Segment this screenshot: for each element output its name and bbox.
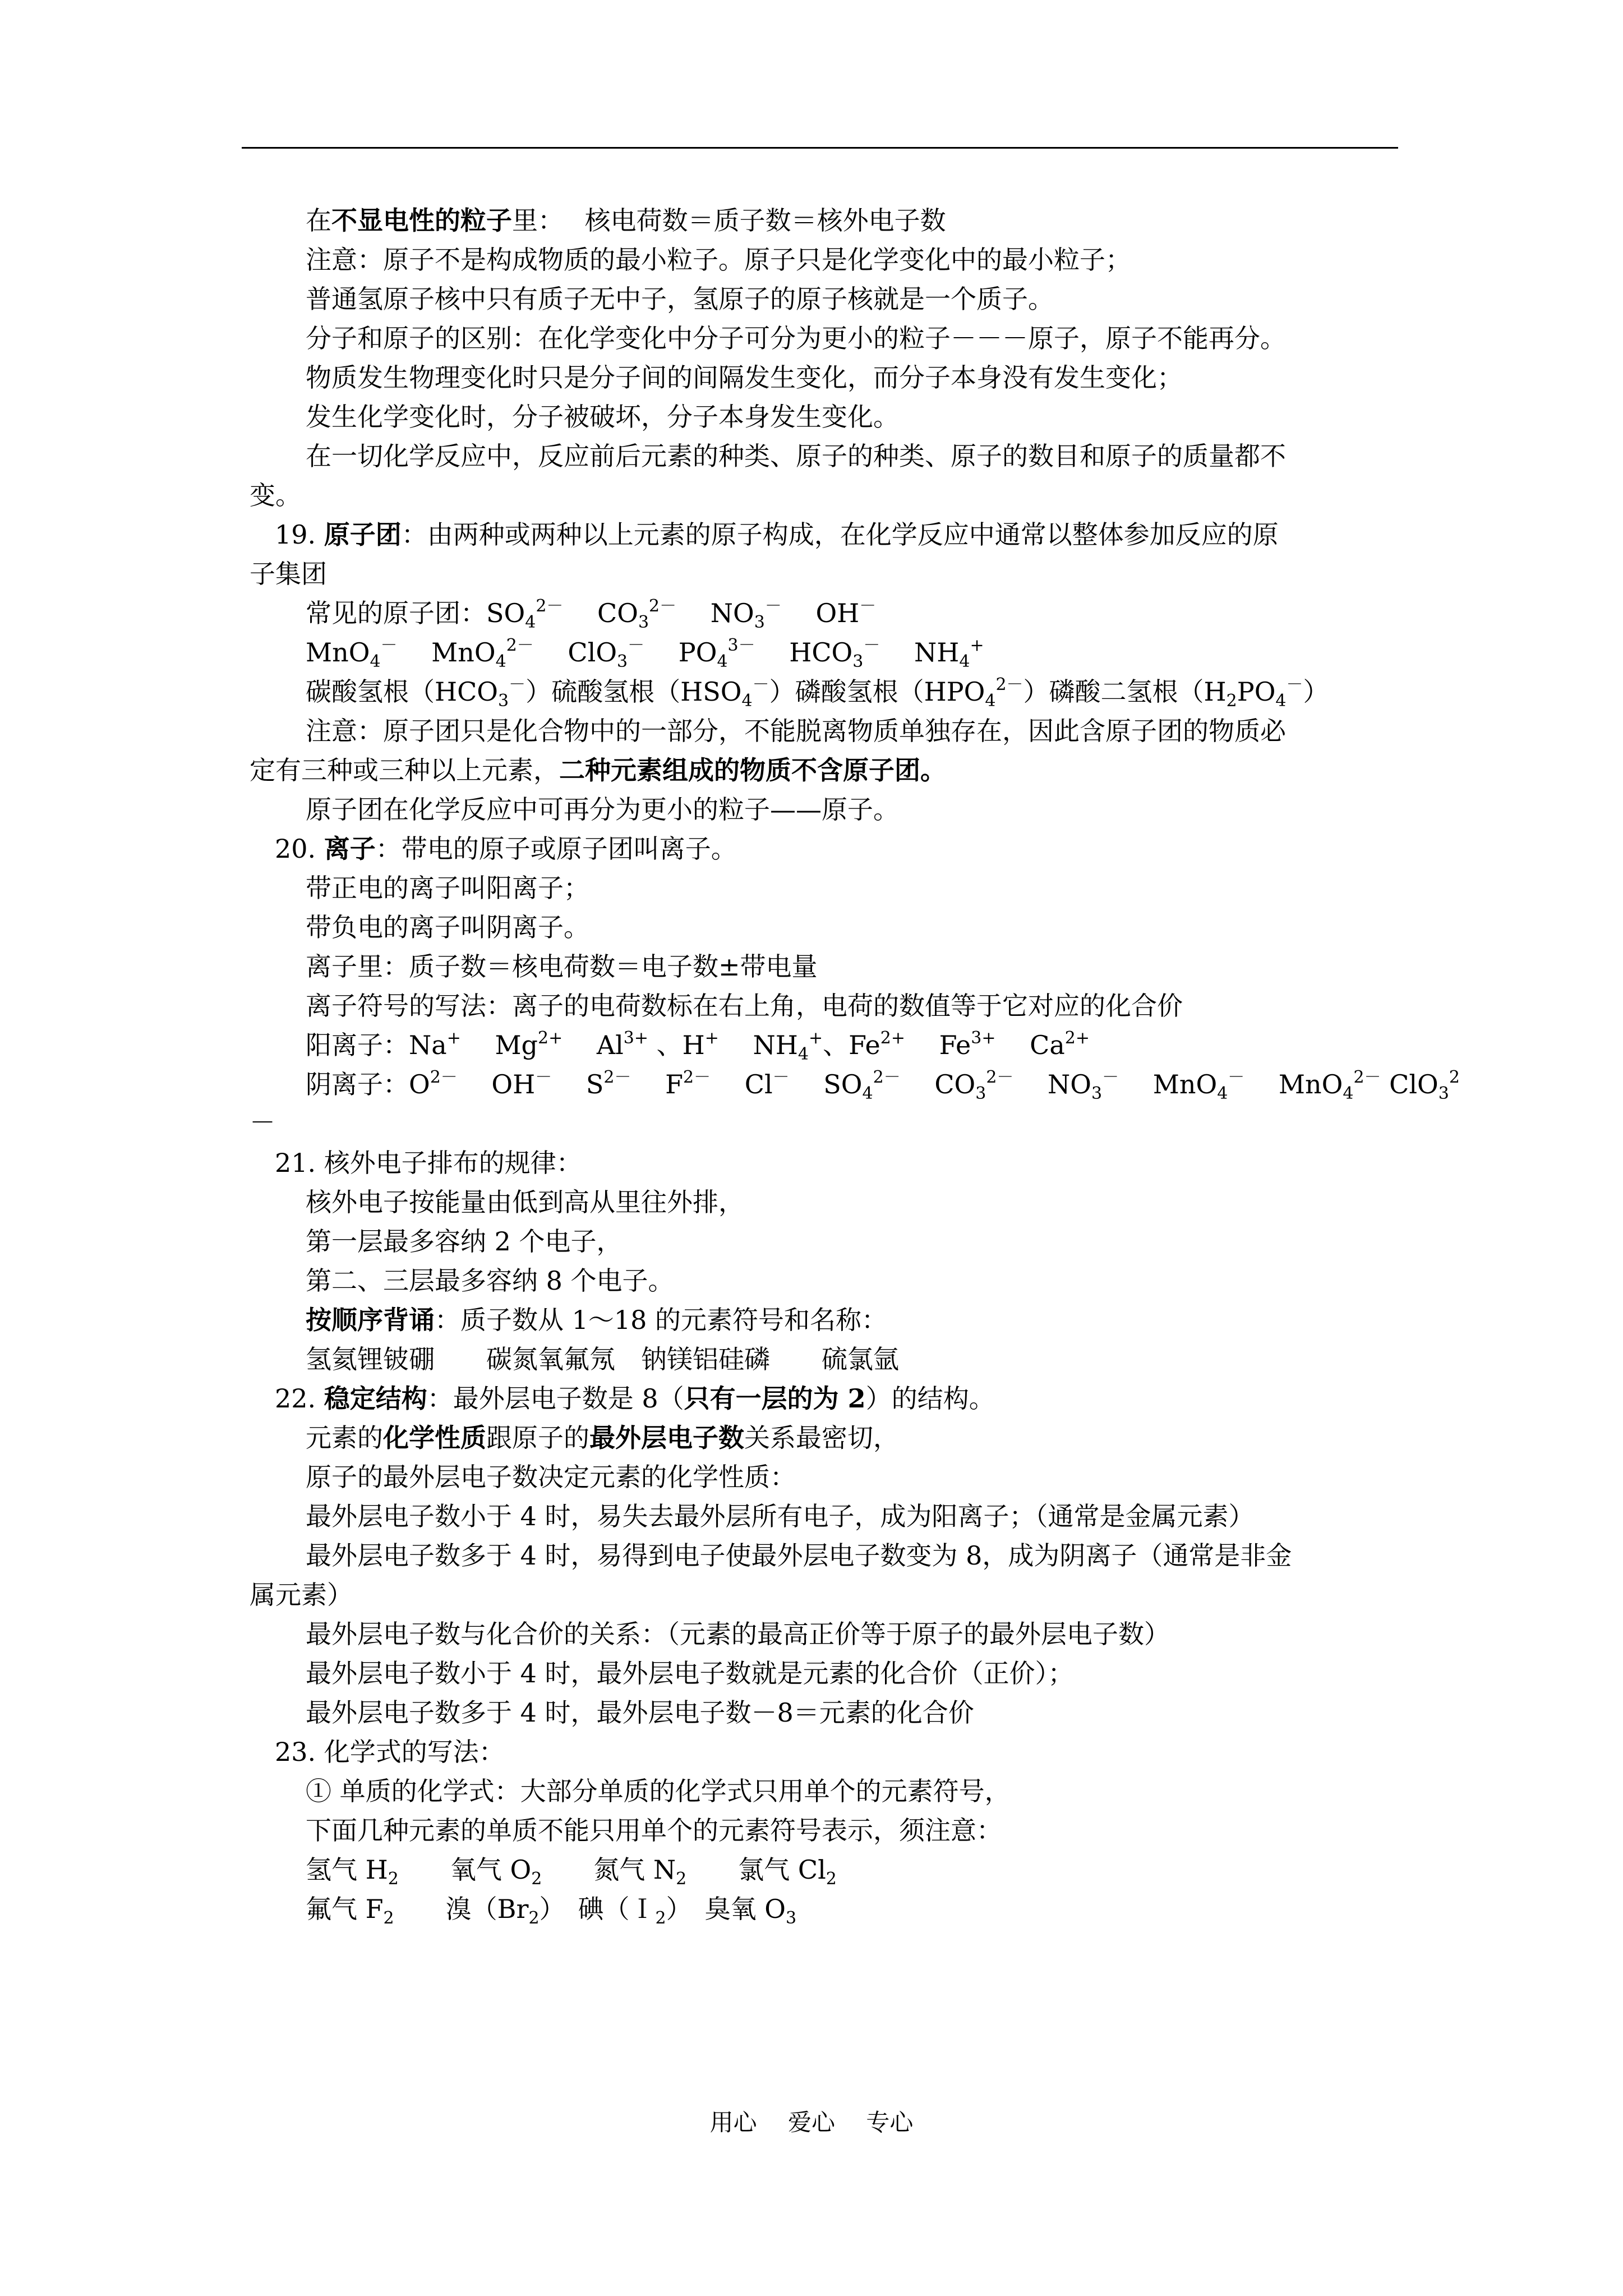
text-run: CO [563,598,638,628]
text-run: 、H [648,1030,705,1060]
text-run: 氮气 N [542,1855,676,1885]
text-line [306,1225,623,1258]
text-run: MnO [306,637,370,668]
text-run: 跟原子的 [486,1423,589,1453]
text-line [275,832,737,865]
text-line [306,1814,1002,1847]
text-run: 分子和原子的区别：在化学变化中分子可分为更小的粒子－－－原子，原子不能再分。 [306,323,1286,353]
superscript: 2－ [536,596,564,616]
text-line [306,243,1131,276]
text-line [306,322,1286,355]
superscript: + [809,1028,823,1048]
text-run: 最外层电子数小于 4 时，最外层电子数就是元素的化合价（正价）； [306,1658,1074,1688]
text-run: Mg [460,1030,538,1060]
text-run: F [631,1069,684,1099]
text-run: ）磷酸二氢根（H [1023,677,1227,707]
superscript: － [535,1068,552,1087]
text-run: ① 单质的化学式：大部分单质的化学式只用单个的元素符号， [306,1776,1011,1806]
text-run: 21. 核外电子排布的规律： [275,1148,582,1178]
text-run: 物质发生物理变化时只是分子间的间隔发生变化，而分子本身没有发生变化； [306,362,1183,393]
text-run: Al [562,1030,624,1060]
text-line [306,204,946,237]
text-run: CO [900,1069,976,1099]
text-run: ClO [533,637,617,668]
subscript: 4 [1343,1084,1354,1103]
text-line [306,675,1329,711]
superscript: － [1286,675,1303,694]
text-run: ：带电的原子或原子团叫离子。 [375,834,737,864]
text-run: ：由两种或两种以上元素的原子构成，在化学反应中通常以整体参加反应的原 [401,519,1279,550]
text-line [306,596,877,632]
text-run: 阴离子：O [306,1069,430,1099]
text-run: NH [718,1030,798,1060]
text-run: 在 [306,205,331,236]
text-run: 变。 [250,480,301,510]
text-line [306,1657,1074,1690]
text-run: 溴（Br [394,1894,529,1924]
text-run: PO [1237,677,1276,707]
text-line [306,1618,1170,1650]
bold-term: 不显电性的粒子 [331,205,512,236]
subscript: 4 [1275,691,1287,711]
subscript: 3 [1091,1084,1103,1103]
subscript: 2 [383,1908,394,1928]
superscript: 2－ [683,1068,711,1087]
superscript: 2 [1449,1068,1460,1087]
text-run: Fe [905,1030,971,1060]
subscript: 4 [370,652,381,671]
text-line [306,361,1183,394]
text-run: MnO [1244,1069,1343,1099]
text-line [306,401,899,433]
text-line [306,715,1286,747]
subscript: 4 [741,691,753,711]
text-line [306,1421,899,1454]
text-run: 常见的原子团：SO [306,598,525,628]
text-line [306,990,1183,1022]
text-run: 普通氢原子核中只有质子无中子，氢原子的原子核就是一个质子。 [306,284,1054,314]
text-run: － [250,1107,275,1138]
text-line [250,479,301,512]
superscript: 2－ [1353,1068,1381,1087]
text-run: 第二、三层最多容纳 8 个电子。 [306,1266,674,1296]
text-run: 最外层电子数多于 4 时，易得到电子使最外层电子数变为 8，成为阴离子（通常是非金 [306,1540,1292,1571]
superscript: － [628,636,645,655]
text-line [306,1343,899,1375]
superscript: 2－ [873,1068,901,1087]
text-line [306,1264,674,1297]
bold-term: 只有一层的为 2 [684,1383,866,1414]
text-run: 氟气 F [306,1894,384,1924]
text-line [306,1539,1292,1572]
text-run: HCO [755,637,853,668]
text-line [250,1579,353,1611]
text-run: 带正电的离子叫阳离子； [306,873,589,903]
text-line [306,950,818,983]
text-run: 氧气 O [398,1855,532,1885]
text-line [275,518,1279,551]
text-run: ）硫酸氢根（HSO [525,677,742,707]
text-line [306,1500,1255,1533]
text-line [306,1186,744,1218]
superscript: + [704,1028,719,1048]
subscript: 4 [862,1084,873,1103]
text-run: 下面几种元素的单质不能只用单个的元素符号表示，须注意： [306,1815,1002,1846]
text-line [306,283,1054,315]
superscript: － [1102,1068,1119,1087]
text-line [275,1382,995,1415]
text-run: ） [1303,677,1329,707]
text-run: 子集团 [250,559,327,589]
superscript: 2－ [603,1068,631,1087]
superscript: 2－ [986,1068,1014,1087]
bold-term: 二种元素组成的物质不含原子团。 [559,755,946,785]
text-line [250,1106,275,1139]
text-run: ：最外层电子数是 8（ [427,1383,684,1414]
text-line [306,1893,797,1928]
text-run: 核外电子按能量由低到高从里往外排， [306,1187,744,1217]
text-run: 里： 核电荷数＝质子数＝核外电子数 [512,205,946,236]
text-run: 元素的 [306,1423,383,1453]
superscript: － [1228,1068,1245,1087]
text-run: 氢氦锂铍硼 碳氮氧氟氖 钠镁铝硅磷 硫氯氩 [306,1344,899,1374]
text-run: 在一切化学反应中，反应前后元素的种类、原子的种类、原子的数目和原子的质量都不 [306,441,1286,471]
page-footer: 用心 爱心 专心 [709,2109,914,2136]
subscript: 3 [785,1908,797,1928]
subscript: 4 [797,1045,809,1064]
text-run: ） 碘（Ｉ [539,1894,656,1924]
text-run: ） 臭氧 O [666,1894,786,1924]
text-line [250,754,946,786]
text-run: SO [789,1069,863,1099]
superscript: － [752,675,769,694]
bold-term: 稳定结构 [324,1383,427,1414]
text-run: NO [1013,1069,1092,1099]
header-rule [242,147,1398,149]
superscript: 2+ [880,1028,906,1048]
subscript: 4 [525,613,536,632]
text-run: 注意：原子团只是化合物中的一部分，不能脱离物质单独存在，因此含原子团的物质必 [306,716,1286,746]
text-line [306,872,589,904]
text-run: 19. [275,519,324,550]
superscript: + [446,1028,461,1048]
text-run: PO [644,637,717,668]
subscript: 2 [531,1869,542,1889]
text-line [306,1461,796,1493]
subscript: 2 [388,1869,399,1889]
subscript: 2 [826,1869,837,1889]
text-run: NO [676,598,754,628]
text-run: 原子团在化学反应中可再分为更小的粒子——原子。 [306,794,899,825]
superscript: － [859,596,877,616]
superscript: 2+ [1064,1028,1090,1048]
text-run: 23. 化学式的写法： [275,1737,505,1767]
text-run: 原子的最外层电子数决定元素的化学性质： [306,1462,796,1492]
superscript: 3－ [727,636,755,655]
text-run: 、Fe [823,1030,880,1060]
subscript: 3 [498,691,509,711]
subscript: 3 [638,613,649,632]
text-run: Ca [995,1030,1065,1060]
superscript: + [970,636,984,655]
text-line [306,636,984,669]
text-line [306,911,589,944]
subscript: 4 [959,652,970,671]
text-line [306,1304,887,1336]
superscript: － [509,675,526,694]
text-line [306,1696,974,1729]
bold-term: 离子 [324,834,376,864]
superscript: 2－ [430,1068,458,1087]
bold-term: 化学性质 [383,1423,486,1453]
superscript: 2－ [506,636,534,655]
text-run: ）的结构。 [865,1383,995,1414]
text-run: 第一层最多容纳 2 个电子， [306,1226,623,1257]
superscript: 3+ [971,1028,996,1048]
superscript: 2+ [538,1028,563,1048]
text-line [306,1853,837,1889]
subscript: 3 [617,652,628,671]
bold-term: 原子团 [324,519,402,550]
text-line [275,1147,582,1179]
text-run: 发生化学变化时，分子被破坏，分子本身发生变化。 [306,402,899,432]
text-run: 最外层电子数与化合价的关系：（元素的最高正价等于原子的最外层电子数） [306,1619,1170,1649]
text-line [306,440,1286,472]
subscript: 4 [717,652,728,671]
superscript: 2－ [649,596,677,616]
text-run: 碳酸氢根（HCO [306,677,499,707]
text-run: 最外层电子数多于 4 时，最外层电子数－8＝元素的化合价 [306,1697,974,1728]
text-run: ）磷酸氢根（HPO [769,677,985,707]
subscript: 4 [495,652,506,671]
text-run: MnO [1119,1069,1218,1099]
subscript: 2 [528,1908,540,1928]
superscript: － [764,596,782,616]
text-run: OH [781,598,860,628]
subscript: 3 [975,1084,986,1103]
text-run: 阳离子：Na [306,1030,447,1060]
text-run: 带负电的离子叫阴离子。 [306,912,589,942]
text-run: 氯气 Cl [686,1855,826,1885]
text-run: 最外层电子数小于 4 时，易失去最外层所有电子，成为阳离子；（通常是金属元素） [306,1501,1255,1531]
text-line [306,1775,1011,1807]
text-run: OH [457,1069,536,1099]
text-line [250,558,327,590]
subscript: 3 [852,652,864,671]
subscript: 3 [754,613,765,632]
text-run: 属元素） [250,1580,353,1610]
text-run: Cl [711,1069,773,1099]
subscript: 2 [676,1869,687,1889]
superscript: － [863,636,880,655]
subscript: 2 [1226,691,1237,711]
subscript: 4 [985,691,996,711]
text-run: 定有三种或三种以上元素， [250,755,559,785]
text-line [306,793,899,826]
bold-term: 最外层电子数 [589,1423,744,1453]
superscript: － [380,636,398,655]
text-run: S [552,1069,604,1099]
superscript: 2－ [995,675,1023,694]
text-run: 20. [275,834,324,864]
text-run: 氢气 H [306,1855,388,1885]
text-line [306,1068,1460,1101]
subscript: 3 [1438,1084,1449,1103]
text-line [275,1736,505,1768]
text-run: 离子里：质子数＝核电荷数＝电子数±带电量 [306,951,818,982]
text-run: ClO [1381,1069,1438,1099]
subscript: 2 [655,1908,666,1928]
subscript: 4 [1217,1084,1228,1103]
text-line [306,1028,1090,1064]
superscript: 3+ [623,1028,649,1048]
text-run: ：质子数从 1～18 的元素符号和名称： [435,1305,888,1335]
text-run: 关系最密切， [744,1423,899,1453]
bold-term: 按顺序背诵 [306,1305,435,1335]
text-run: MnO [397,637,496,668]
text-run: 注意：原子不是构成物质的最小粒子。原子只是化学变化中的最小粒子； [306,245,1131,275]
text-run: 22. [275,1383,324,1414]
text-run: 离子符号的写法：离子的电荷数标在右上角，电荷的数值等于它对应的化合价 [306,991,1183,1021]
superscript: － [772,1068,790,1087]
text-run: NH [880,637,960,668]
